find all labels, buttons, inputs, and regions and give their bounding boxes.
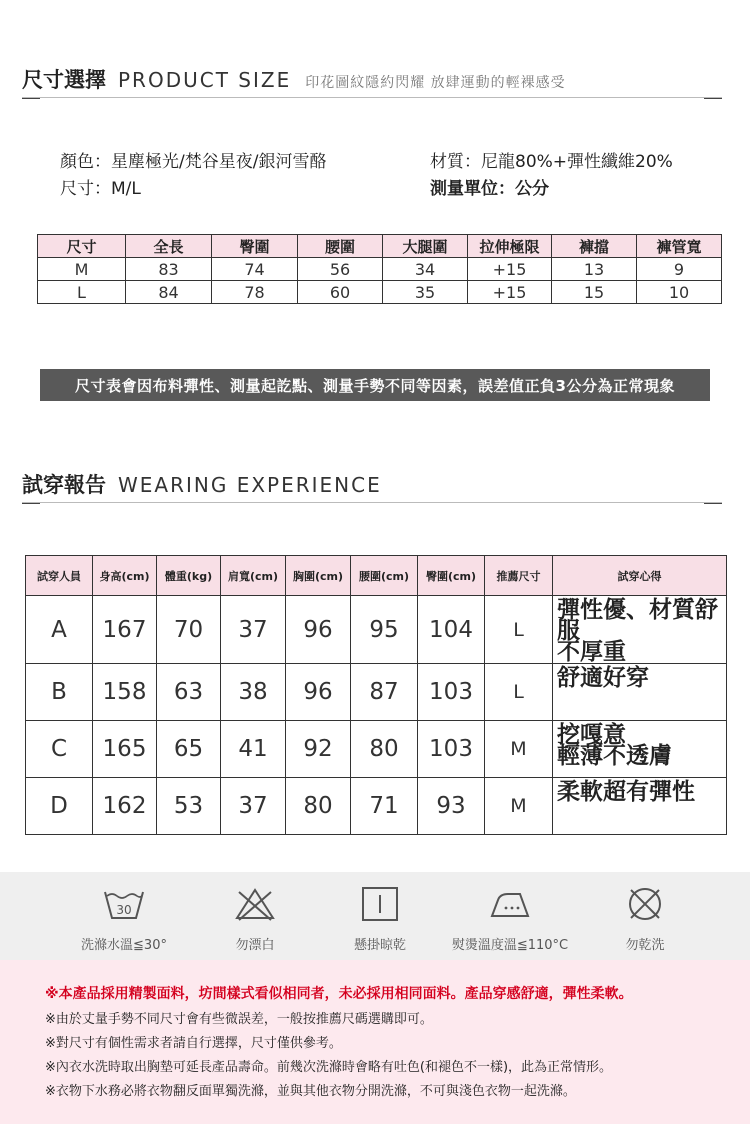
table-cell: 60 [298, 281, 383, 304]
table-cell: +15 [468, 281, 552, 304]
table-cell: L [485, 664, 553, 721]
care-item-dry [585, 886, 705, 953]
divider-tick-right [704, 503, 722, 504]
hang-dry-icon [358, 886, 402, 922]
wearing-title-zh: 試穿報告 [22, 473, 106, 497]
table-cell: M [485, 778, 553, 835]
table-cell: 167 [93, 596, 157, 664]
care-instructions [0, 872, 750, 960]
feedback-cell [553, 596, 727, 664]
wash-temp-text: 30 [116, 903, 132, 917]
table-cell: 65 [157, 721, 221, 778]
table-cell: 34 [383, 258, 468, 281]
table-row [26, 664, 727, 721]
header-cell: 身高(cm) [93, 556, 157, 596]
feedback-line: 柔軟超有彈性 [557, 779, 695, 805]
feedback-line: 輕薄不透膚 [557, 743, 672, 769]
wearing-table-header [26, 556, 727, 596]
wearing-divider [22, 502, 722, 503]
table-cell: 38 [221, 664, 286, 721]
size-notice: 尺寸表會因布料彈性、測量起訖點、測量手勢不同等因素，誤差值正負3公分為正常現象 [40, 369, 710, 401]
table-cell: 87 [351, 664, 418, 721]
feedback-line: 不厚重 [557, 639, 626, 665]
table-cell: 41 [221, 721, 286, 778]
header-cell: 褲管寬 [637, 235, 722, 258]
divider-tick-left [22, 98, 40, 99]
feedback-cell [553, 778, 727, 835]
size-subtitle: 印花圖紋隱約閃耀 放肆運動的輕裸感受 [305, 75, 566, 91]
header-cell: 胸圍(cm) [286, 556, 351, 596]
table-cell: 80 [286, 778, 351, 835]
table-row [26, 596, 727, 664]
wearing-section-title [22, 469, 382, 499]
wearing-title-en: WEARING EXPERIENCE [118, 473, 382, 497]
table-row [38, 281, 722, 304]
header-cell: 全長 [126, 235, 212, 258]
header-cell: 臀圍 [212, 235, 298, 258]
table-cell: C [26, 721, 93, 778]
table-cell: 13 [552, 258, 637, 281]
header-cell: 肩寬(cm) [221, 556, 286, 596]
table-cell: 37 [221, 778, 286, 835]
feedback-cell [553, 664, 727, 721]
table-cell: 103 [418, 664, 485, 721]
feedback-line: 彈性優、材質舒服 [557, 597, 718, 644]
header-cell: 試穿心得 [553, 556, 727, 596]
care-item-wash [64, 886, 184, 953]
table-cell: 93 [418, 778, 485, 835]
feedback-line: 挖嘎意 [557, 722, 626, 748]
size-section-title [22, 64, 566, 94]
table-cell: A [26, 596, 93, 664]
table-row [26, 778, 727, 835]
feedback-line: 舒適好穿 [557, 665, 649, 691]
table-cell: 9 [637, 258, 722, 281]
table-cell: 53 [157, 778, 221, 835]
size-title-en: PRODUCT SIZE [118, 68, 292, 92]
table-cell: 92 [286, 721, 351, 778]
note-size-ref: ※對尺寸有個性需求者請自行選擇，尺寸僅供參考。 [45, 1036, 342, 1051]
table-cell: 96 [286, 664, 351, 721]
care-label: 懸掛晾乾 [353, 938, 406, 953]
size-info: 尺寸：M/L [60, 179, 141, 199]
note-wash-separate: ※衣物下水務必將衣物翻反面單獨洗滌，並與其他衣物分開洗滌，不可與淺色衣物一起洗滌。 [45, 1084, 576, 1099]
table-cell: 71 [351, 778, 418, 835]
header-cell: 拉伸極限 [468, 235, 552, 258]
table-cell: 10 [637, 281, 722, 304]
table-cell: M [38, 258, 126, 281]
care-label: 勿漂白 [235, 938, 275, 953]
table-cell: 165 [93, 721, 157, 778]
table-cell: 63 [157, 664, 221, 721]
table-cell: L [38, 281, 126, 304]
table-cell: 83 [126, 258, 212, 281]
table-cell: B [26, 664, 93, 721]
table-cell: 96 [286, 596, 351, 664]
header-cell: 尺寸 [38, 235, 126, 258]
care-label: 熨燙溫度溫≦110°C [451, 938, 569, 953]
size-table-header [38, 235, 722, 258]
care-item-hang [320, 886, 440, 953]
table-row [26, 721, 727, 778]
size-table [37, 234, 722, 304]
care-item-iron [450, 886, 570, 953]
note-wash-pad: ※內衣水洗時取出胸墊可延長產品壽命。前幾次洗滌時會略有吐色(和褪色不一樣)，此為正常情形。 [45, 1060, 613, 1075]
feedback-cell [553, 721, 727, 778]
table-cell: 103 [418, 721, 485, 778]
header-cell: 臀圍(cm) [418, 556, 485, 596]
table-cell: 84 [126, 281, 212, 304]
note-measure: ※由於丈量手勢不同尺寸會有些微誤差，一般按推薦尺碼選購即可。 [45, 1012, 433, 1027]
unit-info: 測量單位：公分 [430, 179, 549, 199]
table-cell: 95 [351, 596, 418, 664]
header-cell: 試穿人員 [26, 556, 93, 596]
header-cell: 腰圍(cm) [351, 556, 418, 596]
table-cell: 158 [93, 664, 157, 721]
header-cell: 腰圍 [298, 235, 383, 258]
table-cell: 104 [418, 596, 485, 664]
divider-tick-right [704, 98, 722, 99]
header-cell: 體重(kg) [157, 556, 221, 596]
table-cell: D [26, 778, 93, 835]
table-cell: 15 [552, 281, 637, 304]
table-cell: 78 [212, 281, 298, 304]
material-info: 材質：尼龍80%+彈性纖維20% [430, 152, 673, 172]
header-cell: 大腿圍 [383, 235, 468, 258]
table-cell: +15 [468, 258, 552, 281]
color-info: 顏色：星塵極光/梵谷星夜/銀河雪酪 [60, 152, 327, 172]
table-cell: 37 [221, 596, 286, 664]
table-cell: 74 [212, 258, 298, 281]
table-cell: 35 [383, 281, 468, 304]
table-cell: 80 [351, 721, 418, 778]
table-cell: 70 [157, 596, 221, 664]
header-cell: 褲擋 [552, 235, 637, 258]
no-bleach-icon [233, 886, 277, 922]
table-row [38, 258, 722, 281]
header-cell: 推薦尺寸 [485, 556, 553, 596]
no-tumble-dry-icon [623, 886, 667, 922]
iron-icon [488, 886, 532, 922]
size-title-zh: 尺寸選擇 [22, 68, 106, 92]
wash-30-icon [102, 886, 146, 922]
note-fabric: ※本產品採用精製面料，坊間樣式看似相同者，未必採用相同面料。產品穿感舒適，彈性柔軟。 [45, 986, 633, 1002]
table-cell: 56 [298, 258, 383, 281]
care-label: 洗滌水溫≦30° [81, 938, 167, 953]
table-cell: 162 [93, 778, 157, 835]
care-item-bleach [195, 886, 315, 953]
table-cell: M [485, 721, 553, 778]
wearing-table [25, 555, 727, 835]
notes-section [0, 960, 750, 1124]
care-label: 勿乾洗 [625, 938, 665, 953]
table-cell: L [485, 596, 553, 664]
size-divider [22, 97, 722, 98]
divider-tick-left [22, 503, 40, 504]
